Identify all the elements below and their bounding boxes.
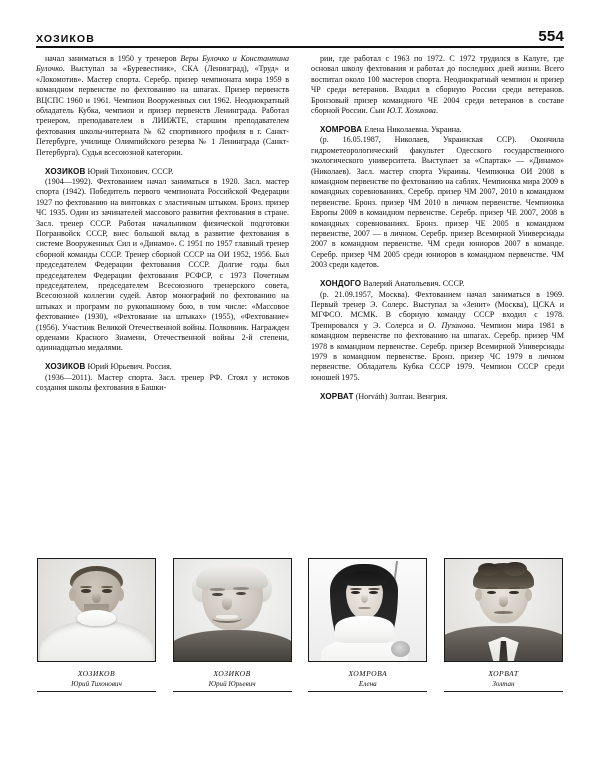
photo-hozikov-yuri-yurievich [173, 558, 292, 662]
left-column [36, 54, 289, 550]
entry-hozikov-continued [36, 54, 289, 158]
photo-cell [307, 558, 428, 692]
photo-cell [443, 558, 564, 692]
caption-divider [37, 691, 156, 692]
portrait-image [309, 559, 426, 661]
photo-caption [488, 669, 518, 689]
entry-headword-rest: (Horváth) Золтан. Венгрия. [355, 391, 448, 401]
photo-cell [172, 558, 293, 692]
photo-caption-name: ХОЗИКОВ [213, 669, 251, 678]
entry-headword: ХОНДОГО [320, 279, 362, 289]
entry-headline [311, 125, 564, 135]
photo-caption [71, 669, 122, 689]
photo-horvat-zoltan [444, 558, 563, 662]
body-columns [36, 54, 564, 550]
entry-headword-rest: Юрий Тихонович. СССР. [87, 166, 174, 176]
entry-headword: ХОЗИКОВ [45, 362, 86, 372]
entry-hozikov-yuri-yurievich [36, 362, 289, 393]
entry-headword-rest: Юрий Юрьевич. Россия. [87, 362, 172, 372]
entry-headword-rest: Валерий Анатольевич. СССР. [363, 279, 465, 289]
photo-caption-subtitle: Юрий Юрьевич [208, 680, 256, 688]
entry-hondogo [311, 279, 564, 383]
photo-caption [349, 669, 388, 689]
entry-headline [311, 279, 564, 289]
caption-divider [173, 691, 292, 692]
entry-homrova [311, 125, 564, 271]
photo-caption-name: ХОМРОВА [348, 669, 388, 678]
entry-headline [36, 167, 289, 177]
photo-caption-subtitle: Елена [358, 680, 377, 688]
portrait-image [174, 559, 291, 661]
entry-headword: ХОМРОВА [320, 124, 363, 134]
entry-headword-rest: Елена Николаевна. Украина. [364, 124, 462, 134]
photo-cell [36, 558, 157, 692]
portrait-image [445, 559, 562, 661]
running-head [36, 28, 564, 45]
caption-divider [444, 691, 563, 692]
entry-paragraph: начал заниматься в 1950 у тренеров Веры Булочко и Константина Булочко. Выступал за «Буревестник», СКА (Ленинград), «Труд» и «Локомотив». Мастер спорта. Серебр. призер чемпионата мира 1959 в командном первенстве по фехтованию на шпагах. Призер первенств ВЦСПС 1960 и 1961. Чемпион Вооруженных сил 1962. Неоднократный обладатель Кубка, чемпион и призер первенств Ленинграда. Работал тренером, преподавателем в ЛИИЖТЕ, старшим преподавателем фехтования школы-интерната № 62 спортивного профиля в г. Санкт-Петербурге, училище Олимпийского резерва № 1 Ленинграда (Санкт-Петербурга). Судья всесоюзной категории. [36, 54, 289, 157]
entry-hozikov-yuri-tihonovich [36, 167, 289, 354]
entry-paragraph: (р. 21.09.1957, Москва). Фехтованием начал заниматься в 1969. Первый тренер Э. Солерс. Выступал за «Зенит» (Москва), ЦСКА и МГФСО. МСМК. В сборную команду СССР входил с 1978. Тренировался у Э. Солерса и О. Пузанова. Чемпион мира 1981 в командном первенстве по фехтованию на шпагах. Серебр. призер ЧМ 1978 в командном первенстве. Серебр. призер Всемирной Универсиады 1979 в командном первенстве. Бронз. призер ЧС 1979 в личном первенстве. Обладатель Кубка СССР 1979. Чемпион СССР среди юношей 1975. [311, 289, 564, 382]
entry-headline [36, 362, 289, 372]
photo-hozikov-yuri-tihonovich [37, 558, 156, 662]
entry-paragraph: (р. 16.05.1987, Николаев, Украинская ССР). Окончила гидрометеорологический факультет Одесского государственного экологического университета. Выступает за «Спартак» — «Динамо» (Николаев). Засл. мастер спорта Украины. Чемпионка ОИ 2008 в командном первенстве по фехтованию на саблях. Чемпионка мира 2009 в командных соревнованиях. Серебр. призер ЧМ 2007, 2010 в командном первенстве. Бронз. призер ЧМ 2010 в личном первенстве. Чемпионка Европы 2009 в командном первенстве. Серебр. призер ЧЕ 2007, 2008 в командных соревнованиях. Бронз. призер ЧЕ 2005 в командном первенстве, 2007 — в личном. Серебр. призер Всемирной Универсиады 2007 в командном первенстве. ЧМ среди юниоров 2007 в команде. Серебр. призер ЧМ 2005 среди юниоров в командном первенстве. ЧМ 2003 среди кадетов. [311, 135, 564, 270]
photo-caption-name: ХОРВАТ [488, 669, 519, 678]
running-head-title: ХОЗИКОВ [36, 33, 95, 45]
photo-caption-name: ХОЗИКОВ [77, 669, 116, 678]
entry-headword: ХОЗИКОВ [45, 166, 86, 176]
photo-caption-subtitle: Золтан [492, 680, 515, 688]
entry-paragraph: (1936—2011). Мастер спорта. Засл. тренер РФ. Стоял у истоков создания школы фехтования в Башки- [36, 372, 289, 393]
photo-caption-subtitle: Юрий Тихонович [71, 680, 122, 688]
portrait-image [38, 559, 155, 661]
caption-divider [308, 691, 427, 692]
photo-strip [36, 558, 564, 692]
photo-homrova-elena [308, 558, 427, 662]
entry-paragraph: рии, где работал с 1963 по 1972. С 1972 трудился в Калуге, где основал школу фехтования и работал до последних дней жизни. Всего воспитал около 100 мастеров спорта. Неоднократный чемпион и призер ЧР среди ветеранов. Входил в сборную России среди ветеранов. Бронзовый призер командного ЧЕ 2004 среди ветеранов в составе сборной России. Сын Ю.Т. Хозикова. [311, 54, 564, 116]
right-column [311, 54, 564, 550]
header-divider [36, 46, 564, 48]
entry-headword: ХОРВАТ [320, 391, 354, 401]
entry-horvat [311, 392, 564, 402]
entry-headline [311, 392, 564, 402]
photo-caption [209, 669, 256, 689]
entry-paragraph: (1904—1992). Фехтованием начал заниматься в 1920. Засл. мастер спорта (1942). Победитель первого чемпионата Российской Федерации 1927 по фехтованию на винтовках с эластичным штыком. Бронз. призер ЧС 1935. Один из зачинателей массового развития фехтования в стране. Засл. тренер СССР. Работая начальником физической подготовки Погранвойск СССР, внес большой вклад в развитие фехтования в системе Вооруженных Сил и «Динамо». С 1951 по 1957 главный тренер сборной команды СССР. Тренер сборной СССР на ОИ 1952, 1956. Был председателем Федерации фехтования СССР. Долгие годы был председателем Федерации фехтования РСФСР, с 1973 Почетным председателем, председателем Всесоюзного тренерского совета, Всесоюзной коллегии судей. Автор монографий по фехтованию на штыках и программ по рукопашному бою, в том числе: «Массовое фехтование» (1930), «Фехтование на штыках» (1955), «Фехтование» (1956). Участник Великой Отечественной войны. Полковник. Награжден орденами Красного Знамени, Отечественной войны 2-й степени, одиннадцатью медалями. [36, 176, 289, 353]
entry-hozikov-yuri-yurievich-continued [311, 54, 564, 116]
page-number: 554 [538, 28, 564, 45]
